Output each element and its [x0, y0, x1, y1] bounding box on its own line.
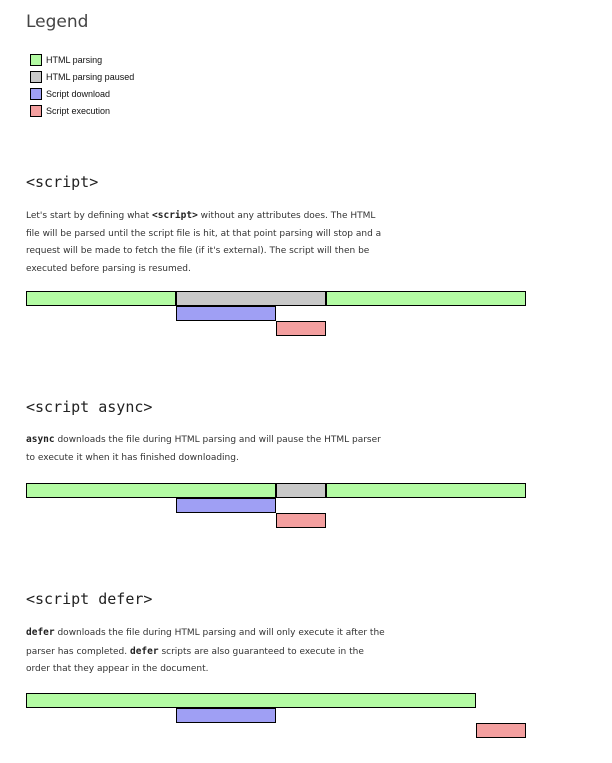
legend-label: Script execution: [46, 105, 111, 116]
timeline-script: [26, 291, 526, 341]
timeline-bar-execution: [476, 723, 526, 738]
timeline-bar-download: [176, 498, 276, 513]
section-title-script-defer: <script defer>: [26, 590, 153, 608]
legend-item-execution: [30, 102, 134, 119]
legend-item-paused: [30, 68, 134, 85]
timeline-bar-paused: [276, 483, 326, 498]
legend-swatch-execution: [30, 105, 42, 117]
legend-list: [30, 51, 134, 119]
legend-label: HTML parsing paused: [46, 71, 135, 82]
inline-code: async: [26, 434, 55, 445]
legend-label: HTML parsing: [46, 54, 103, 65]
inline-code: defer: [26, 627, 55, 638]
timeline-bar-parsing: [326, 291, 526, 306]
legend-title: Legend: [26, 12, 89, 32]
section-title-script-async: <script async>: [26, 398, 153, 416]
timeline-bar-download: [176, 708, 276, 723]
timeline-bar-parsing: [326, 483, 526, 498]
inline-code: defer: [129, 645, 159, 657]
inline-code: <script>: [152, 210, 198, 221]
section-description-script-async: [26, 431, 386, 467]
timeline-script-async: [26, 483, 526, 533]
description-text: scripts are also guaranteed to execute in the order that they appear in the document.: [26, 646, 364, 674]
legend-item-parsing: [30, 51, 134, 68]
timeline-script-defer: [26, 693, 526, 743]
timeline-bar-parsing: [26, 693, 476, 708]
description-text: without any attributes does. The HTML file will be parsed until the script file is hit, at that point parsing will stop and a request will be made to fetch the file (if it's external). The script will then be executed before parsing is resumed.: [26, 211, 382, 274]
description-text: downloads the file during HTML parsing and will pause the HTML parser to execute it when it has finished downloading.: [26, 435, 381, 463]
legend-swatch-parsing: [30, 54, 42, 66]
timeline-bar-download: [176, 306, 276, 321]
legend-swatch-download: [30, 88, 42, 100]
description-text: downloads the file during HTML parsing and will only execute it after the parser has completed.: [26, 628, 385, 657]
section-title-script: <script>: [26, 173, 99, 191]
legend-swatch-paused: [30, 71, 42, 83]
legend-label: Script download: [46, 88, 111, 99]
description-text: Let's start by defining what: [26, 211, 153, 221]
timeline-bar-execution: [276, 513, 326, 528]
legend-item-download: [30, 85, 134, 102]
section-description-script-defer: [26, 624, 386, 679]
timeline-bar-paused: [176, 291, 326, 306]
section-description-script: [26, 207, 386, 278]
timeline-bar-parsing: [26, 291, 176, 306]
timeline-bar-parsing: [26, 483, 276, 498]
timeline-bar-execution: [276, 321, 326, 336]
